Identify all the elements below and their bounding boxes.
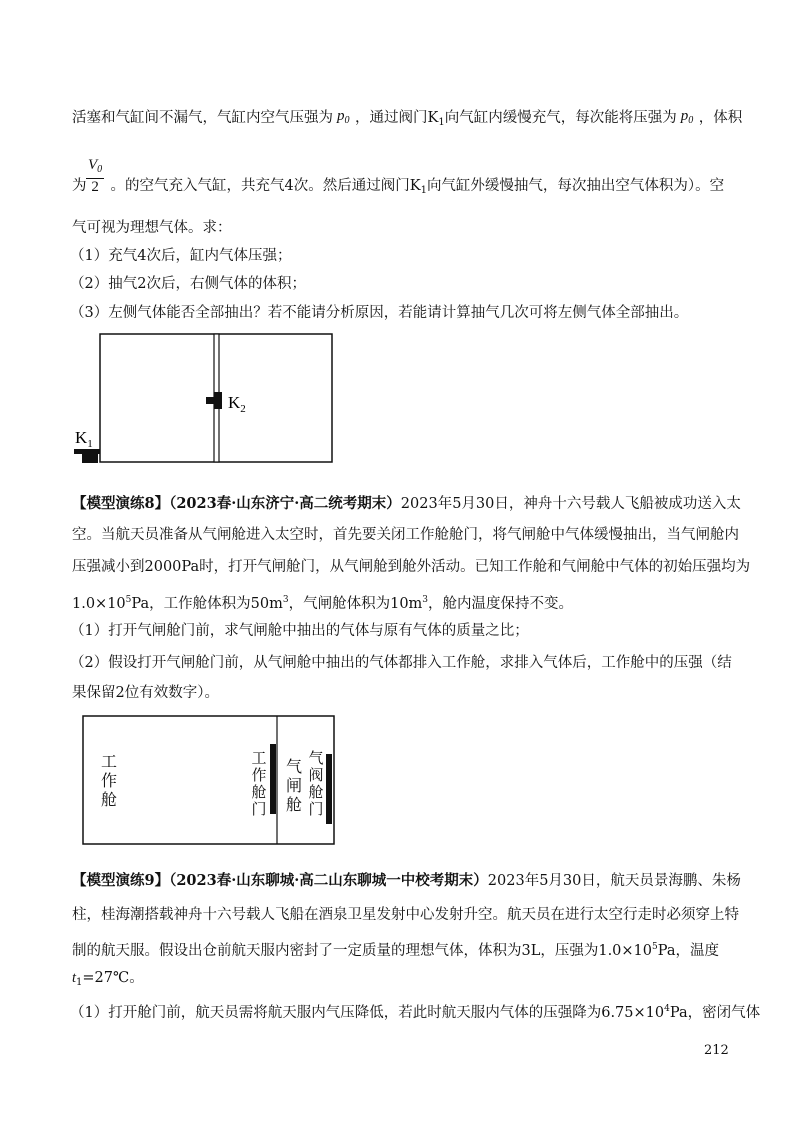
text-line: 柱，桂海潮搭载神舟十六号载人飞船在酒泉卫星发射中心发射升空。航天员在进行太空行走时必须穿上特 [72, 907, 739, 923]
question-3: （3）左侧气体能否全部抽出？若不能请分析原因，若能请计算抽气几次可将左侧气体全部抽出。 [70, 305, 689, 321]
text-segment: 2023年5月30日，神舟十六号载人飞船被成功送入太 [400, 496, 741, 512]
page-number: 212 [704, 1043, 729, 1058]
text-segment: 2023年5月30日，航天员景海鹏、朱杨 [487, 873, 741, 889]
text-line: 气可视为理想气体。求： [72, 220, 232, 236]
valve-k1 [82, 454, 98, 463]
text-segment: Pa，工作舱体积为50m [131, 596, 283, 612]
text-segment: ，通过阀门K [355, 110, 439, 126]
problem-tag: 【模型演练8】 [72, 495, 170, 512]
label-work-cabin-door: 工作舱门 [251, 749, 267, 818]
valve-k2-stem [206, 397, 214, 404]
label-airlock-door: 气阀舱门 [308, 749, 324, 818]
text-segment: 1.0×10 [72, 596, 126, 612]
text-line: 空。当航天员准备从气闸舱进入太空时，首先要关闭工作舱舱门，将气闸舱中气体缓慢抽出，当气闸舱内 [72, 527, 739, 543]
cylinder-diagram [70, 330, 340, 470]
numerator: V [88, 157, 98, 173]
text-segment: Pa，密闭气体 [669, 1005, 761, 1021]
text-segment: 活塞和气缸间不漏气，气缸内空气压强为 [72, 110, 333, 126]
text-line [72, 108, 742, 133]
subscript: 0 [688, 115, 694, 126]
subscript: 1 [438, 117, 445, 128]
subscript: 1 [76, 977, 83, 988]
denominator: 2 [91, 179, 99, 195]
text-segment: （1）打开舱门前，航天员需将航天服内气压降低，若此时航天服内气体的压强降为6.75×10 [70, 1005, 665, 1021]
subscript: 0 [344, 115, 350, 126]
superscript: 5 [652, 942, 658, 952]
text-line [72, 590, 573, 614]
text-line [72, 871, 741, 891]
airlock-door [326, 754, 332, 824]
text-segment: 为 [72, 178, 87, 194]
question-1: （1）打开气闸舱门前，求气闸舱中抽出的气体与原有气体的质量之比； [70, 623, 529, 639]
text-segment: ，体积 [698, 110, 743, 126]
valve-k2 [214, 392, 222, 409]
label-k1: $K_1$ [75, 428, 93, 450]
question-1 [70, 999, 760, 1023]
text-line [72, 968, 144, 993]
text-line: 果保留2位有效数字）。 [72, 685, 219, 701]
problem-tag: 【模型演练9】 [72, 872, 170, 889]
label-k2: $K_2$ [228, 393, 246, 415]
problem-source: （2023春·山东聊城·高二山东聊城一中校考期末） [169, 872, 488, 889]
text-segment: 向气缸外缓慢抽气，每次抽出空气体积为）。空 [426, 178, 725, 194]
superscript: 5 [125, 595, 132, 605]
label-airlock: 气闸舱 [286, 757, 303, 814]
symbol: p [680, 108, 689, 124]
question-2: （2）抽气2次后，右侧气体的体积； [70, 276, 306, 292]
superscript: 4 [664, 1004, 670, 1014]
text-segment: 向气缸内缓慢充气，每次能将压强为 [444, 110, 677, 126]
subscript: 0 [97, 164, 103, 175]
superscript: 3 [282, 595, 289, 605]
question-1: （1）充气4次后，缸内气体压强； [70, 248, 292, 264]
text-line [72, 176, 724, 201]
problem-source: （2023春·山东济宁·高二统考期末） [169, 495, 401, 512]
text-segment: =27℃。 [82, 970, 144, 986]
text-segment: Pa，温度 [657, 943, 719, 959]
superscript: 3 [422, 595, 429, 605]
label-work-cabin: 工作舱 [101, 752, 118, 809]
subscript: 1 [420, 185, 427, 196]
valve-k1-gap [76, 456, 81, 461]
work-cabin-door [270, 744, 276, 814]
text-line [72, 494, 741, 514]
text-segment: ，气闸舱体积为10m [288, 596, 423, 612]
text-line [72, 937, 719, 961]
text-segment: 制的航天服。假设出仓前航天服内密封了一定质量的理想气体，体积为3L，压强为1.0×10 [72, 943, 653, 959]
text-segment: 。的空气充入气缸，共充气4次。然后通过阀门K [110, 178, 421, 194]
text-line: 压强减小到2000Pa时，打开气闸舱门，从气闸舱到舱外活动。已知工作舱和气闸舱中气体的初始压强均为 [72, 559, 751, 575]
symbol: t [72, 970, 77, 986]
question-2: （2）假设打开气闸舱门前，从气闸舱中抽出的气体都排入工作舱，求排入气体后，工作舱中的压强（结 [70, 655, 732, 671]
symbol: p [337, 108, 345, 124]
text-segment: ，舱内温度保持不变。 [428, 596, 574, 612]
